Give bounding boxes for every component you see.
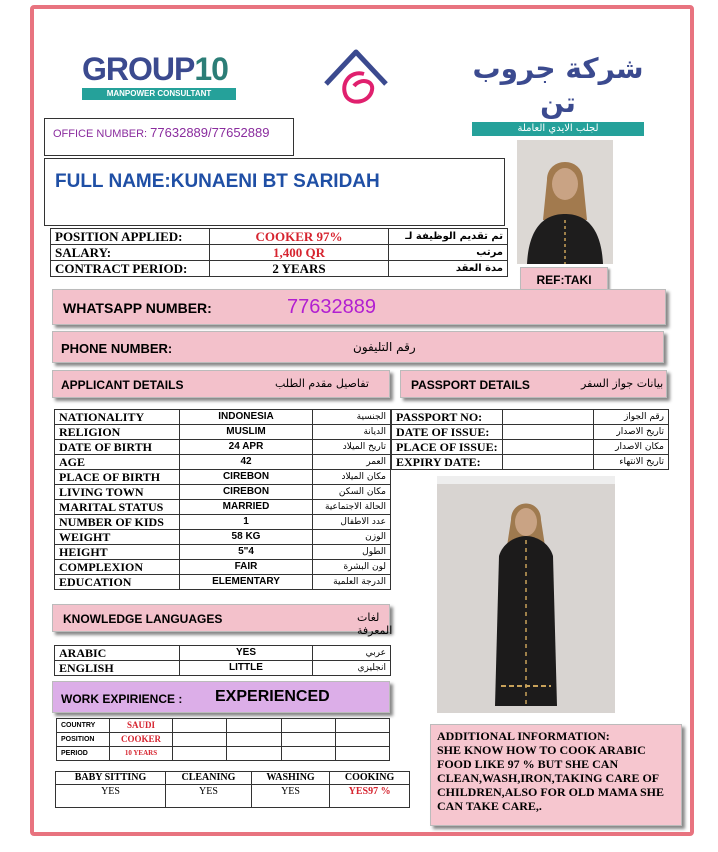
applicant-value: CIREBON (180, 485, 313, 500)
table-row (55, 515, 391, 530)
position-row (51, 229, 508, 245)
group10-tagline: MANPOWER CONSULTANT (82, 88, 236, 100)
table-row (392, 440, 669, 455)
language-value: LITTLE (180, 661, 313, 676)
reference-badge: REF:TAKI (520, 267, 608, 291)
applicant-value: MUSLIM (180, 425, 313, 440)
work-experience-header (52, 681, 390, 713)
applicant-value: 42 (180, 455, 313, 470)
additional-information-box (430, 724, 682, 826)
passport-value (502, 410, 593, 425)
work-table (56, 718, 390, 761)
salary-row (51, 245, 508, 261)
applicant-value: CIREBON (180, 470, 313, 485)
passport-label: PLACE OF ISSUE: (392, 440, 503, 455)
passport-label: PASSPORT NO: (392, 410, 503, 425)
table-row (392, 410, 669, 425)
skills-table (55, 771, 410, 808)
contract-row (51, 261, 508, 277)
language-label: ENGLISH (55, 661, 180, 676)
applicant-label: AGE (55, 455, 180, 470)
position-value: COOKER 97% (210, 229, 389, 245)
table-row (392, 455, 669, 470)
language-value: YES (180, 646, 313, 661)
passport-value (502, 440, 593, 455)
applicant-arabic: الجنسية (313, 410, 391, 425)
table-row (55, 646, 391, 661)
applicant-arabic: تاريخ الميلاد (313, 440, 391, 455)
table-row (55, 455, 391, 470)
portrait-photo (517, 140, 613, 264)
company-emblem-icon (320, 44, 392, 108)
table-row (55, 575, 391, 590)
skill-header: BABY SITTING (56, 772, 166, 785)
office-number-value: 77632889/77652889 (150, 125, 270, 140)
skills-value-row (56, 785, 410, 808)
applicant-label: NUMBER OF KIDS (55, 515, 180, 530)
table-row (57, 747, 390, 761)
office-number-box (44, 118, 294, 156)
applicant-details-label: APPLICANT DETAILS (61, 378, 184, 392)
work-label: PERIOD (57, 747, 110, 761)
applicant-value: 1 (180, 515, 313, 530)
contract-label: CONTRACT PERIOD: (51, 261, 210, 277)
applicant-arabic: لون البشرة (313, 560, 391, 575)
applicant-arabic: مكان الميلاد (313, 470, 391, 485)
skill-header: CLEANING (166, 772, 252, 785)
arabic-company-logo (472, 52, 644, 136)
applicant-label: RELIGION (55, 425, 180, 440)
salary-arabic: مرتب (389, 245, 508, 261)
passport-table (391, 409, 669, 470)
arabic-company-tagline: لجلب الايدي العاملة (472, 122, 644, 136)
applicant-arabic: الدرجة العلمية (313, 575, 391, 590)
whatsapp-label: WHATSAPP NUMBER: (63, 300, 212, 316)
group10-logo-word: GROUP (82, 51, 195, 87)
applicant-arabic: عدد الاطفال (313, 515, 391, 530)
full-body-photo (437, 476, 615, 713)
phone-bar (52, 331, 664, 363)
applicant-value: FAIR (180, 560, 313, 575)
language-arabic: انجليزي (313, 661, 391, 676)
applicant-details-arabic: تفاصيل مقدم الطلب (275, 377, 369, 390)
knowledge-languages-arabic: لغات المعرفة (357, 611, 393, 637)
applicant-value: 5"4 (180, 545, 313, 560)
arabic-company-name: شركة جروب تن (472, 52, 644, 119)
table-row (55, 485, 391, 500)
knowledge-languages-header (52, 604, 393, 637)
salary-label: SALARY: (51, 245, 210, 261)
passport-label: EXPIRY DATE: (392, 455, 503, 470)
applicant-arabic: العمر (313, 455, 391, 470)
applicant-value: INDONESIA (180, 410, 313, 425)
table-row (57, 733, 390, 747)
applicant-label: DATE OF BIRTH (55, 440, 180, 455)
applicant-arabic: الحالة الاجتماعية (313, 500, 391, 515)
knowledge-languages-label: KNOWLEDGE LANGUAGES (63, 612, 223, 626)
applicant-label: EDUCATION (55, 575, 180, 590)
applicant-arabic: مكان السكن (313, 485, 391, 500)
additional-information-text: SHE KNOW HOW TO COOK ARABIC FOOD LIKE 97 % BUT SHE CAN CLEAN,WASH,IRON,TAKING CARE OF CHILDREN,ALSO FOR OLD MAMA SHE CAN TAKE CARE,. (437, 743, 665, 813)
table-row (55, 560, 391, 575)
work-label: POSITION (57, 733, 110, 747)
position-table (50, 228, 508, 277)
salary-value: 1,400 QR (210, 245, 389, 261)
applicant-label: MARITAL STATUS (55, 500, 180, 515)
language-arabic: عربي (313, 646, 391, 661)
table-row (392, 425, 669, 440)
applicant-value: ELEMENTARY (180, 575, 313, 590)
applicant-label: WEIGHT (55, 530, 180, 545)
work-value: SAUDI (110, 719, 173, 733)
passport-arabic: تاريخ الاصدار (593, 425, 668, 440)
applicant-label: COMPLEXION (55, 560, 180, 575)
passport-value (502, 455, 593, 470)
group10-logo-number: 10 (194, 51, 228, 87)
table-row (55, 500, 391, 515)
skill-value: YES97 % (330, 785, 410, 808)
passport-arabic: رقم الجواز (593, 410, 668, 425)
position-arabic: تم تقديم الوظيفة لـ (389, 229, 508, 245)
applicant-details-header (52, 370, 390, 398)
work-value: COOKER (110, 733, 173, 747)
table-row (55, 410, 391, 425)
table-row (55, 440, 391, 455)
additional-information-title: ADDITIONAL INFORMATION: (437, 729, 610, 743)
table-row (57, 719, 390, 733)
applicant-arabic: الطول (313, 545, 391, 560)
applicant-arabic: الديانة (313, 425, 391, 440)
table-row (55, 530, 391, 545)
skill-value: YES (56, 785, 166, 808)
skills-header-row (56, 772, 410, 785)
full-name-box (44, 158, 505, 226)
skill-header: WASHING (251, 772, 329, 785)
passport-arabic: مكان الاصدار (593, 440, 668, 455)
table-row (55, 661, 391, 676)
office-number-label: OFFICE NUMBER: (53, 128, 151, 140)
applicant-table (54, 409, 391, 590)
applicant-label: NATIONALITY (55, 410, 180, 425)
languages-table (54, 645, 391, 676)
applicant-value: MARRIED (180, 500, 313, 515)
applicant-label: PLACE OF BIRTH (55, 470, 180, 485)
contract-value: 2 YEARS (210, 261, 389, 277)
whatsapp-number: 77632889 (287, 296, 376, 318)
passport-value (502, 425, 593, 440)
whatsapp-bar (52, 289, 666, 325)
phone-arabic-label: رقم التليفون (353, 340, 416, 354)
table-row (55, 470, 391, 485)
passport-arabic: تاريخ الانتهاء (593, 455, 668, 470)
work-experience-value: EXPERIENCED (215, 688, 330, 705)
phone-label: PHONE NUMBER: (61, 341, 173, 356)
applicant-value: 58 KG (180, 530, 313, 545)
skill-value: YES (166, 785, 252, 808)
full-name: FULL NAME:KUNAENI BT SARIDAH (55, 171, 380, 192)
passport-details-arabic: بيانات جواز السفر (581, 377, 664, 390)
group10-logo (82, 52, 236, 100)
position-label: POSITION APPLIED: (51, 229, 210, 245)
passport-label: DATE OF ISSUE: (392, 425, 503, 440)
language-label: ARABIC (55, 646, 180, 661)
applicant-label: HEIGHT (55, 545, 180, 560)
passport-details-header (400, 370, 667, 398)
skill-value: YES (251, 785, 329, 808)
skill-header: COOKING (330, 772, 410, 785)
work-experience-label: WORK EXPIRIENCE : (61, 692, 183, 706)
work-value: 10 YEARS (110, 747, 173, 761)
work-label: COUNTRY (57, 719, 110, 733)
applicant-label: LIVING TOWN (55, 485, 180, 500)
contract-arabic: مدة العقد (389, 261, 508, 277)
table-row (55, 545, 391, 560)
applicant-arabic: الوزن (313, 530, 391, 545)
applicant-value: 24 APR (180, 440, 313, 455)
table-row (55, 425, 391, 440)
passport-details-label: PASSPORT DETAILS (411, 378, 530, 392)
